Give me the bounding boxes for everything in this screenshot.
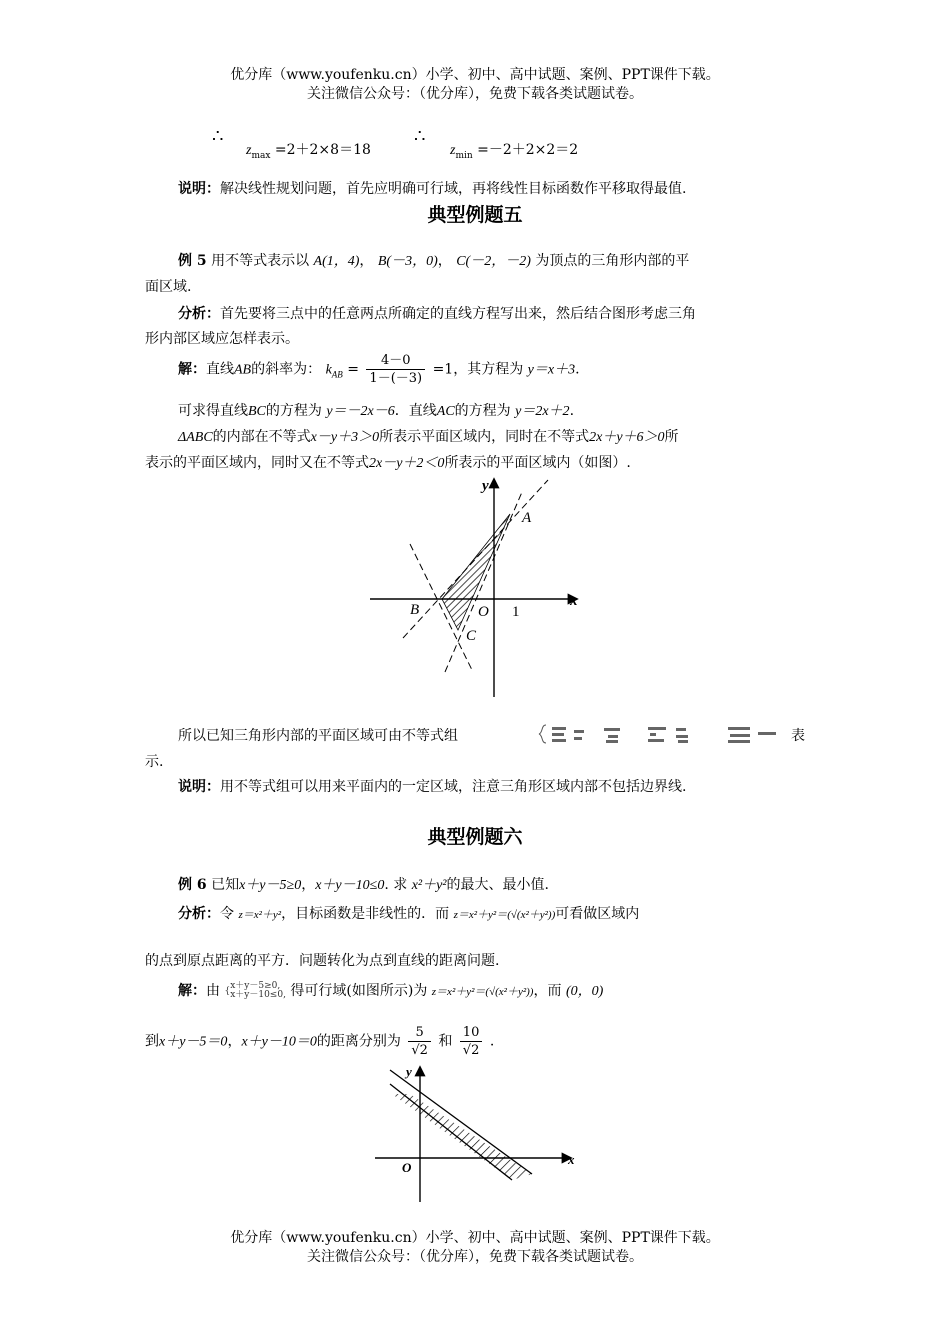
ex5-ineq3: 2x－y＋2＜0 bbox=[369, 456, 445, 471]
ex5-tri-text4: 表示的平面区域内，同时又在不等式 bbox=[145, 455, 369, 471]
footer-line-2: 关注微信公众号：（优分库），免费下载各类试题试卷。 bbox=[307, 1249, 643, 1265]
ex6-y-label: y bbox=[406, 1064, 412, 1079]
ex6-ana-text2: ，目标函数是非线性的．而 bbox=[281, 906, 450, 922]
ex5-analysis-line1 bbox=[178, 303, 696, 323]
ex6-f1-den: √2 bbox=[411, 1043, 428, 1058]
zmax-expression: =2＋2×8＝18 bbox=[274, 142, 371, 158]
ex5-sol-text2: 的斜率为： bbox=[251, 361, 322, 378]
ex6-title: 典型例题六 bbox=[427, 826, 523, 848]
ex5-sol-label: 解： bbox=[178, 361, 206, 378]
ex5-triangle: ΔABC bbox=[178, 430, 213, 445]
ex5-point-b: B(－3，0) bbox=[377, 254, 438, 269]
page-header bbox=[0, 66, 950, 104]
ex5-concl-text3: 示. bbox=[145, 754, 164, 770]
ex6-fraction-1 bbox=[408, 1024, 431, 1059]
ex5-eq: = bbox=[347, 361, 359, 378]
header-line-1: 优分库（www.youfenku.cn）小学、初中、高中试题、案例、PPT课件下载。 bbox=[230, 67, 720, 83]
ex6-l1: x＋y－5＝0 bbox=[159, 1034, 228, 1050]
ex5-period: . bbox=[575, 361, 580, 378]
ex5-frac-num: 4－0 bbox=[366, 352, 425, 370]
therefore-symbol-2: ∴ bbox=[414, 126, 426, 147]
zmax-formula bbox=[246, 139, 371, 161]
ex6-solution-line1 bbox=[178, 980, 603, 1000]
top-note-label: 说明： bbox=[178, 181, 220, 197]
ex5-solution-line1 bbox=[178, 352, 580, 387]
ex5-frac-den: 1－(－3) bbox=[369, 371, 423, 386]
ex6-ana-text4: 的点到原点距离的平方．问题转化为点到直线的距离问题. bbox=[145, 953, 500, 969]
ex5-label-b: B bbox=[410, 602, 420, 618]
ex5-region-line2 bbox=[145, 452, 631, 472]
ex6-fraction-2 bbox=[460, 1024, 483, 1059]
ex5-ana-text2: 形内部区域应怎样表示。 bbox=[145, 331, 299, 347]
ex5-tri-text1: 的内部在不等式 bbox=[212, 429, 311, 445]
ex5-bc-text4: 的方程为 bbox=[454, 403, 511, 419]
ex5-ab: AB bbox=[234, 362, 252, 378]
top-note bbox=[178, 178, 686, 198]
ex6-and: 和 bbox=[438, 1033, 453, 1050]
ex6-target: x²＋y² bbox=[411, 878, 447, 893]
ex5-point-a: A(1，4) bbox=[313, 254, 360, 269]
ex5-y-label: y bbox=[482, 478, 489, 494]
ex6-ana-text1: 令 bbox=[220, 906, 234, 922]
ex6-inequality-system: { x＋y－5≥0, x＋y－10≤0, bbox=[224, 981, 286, 1000]
ex6-f2-num: 10 bbox=[460, 1024, 483, 1042]
ex5-note-text: 用不等式组可以用来平面内的一定区域，注意三角形区域内部不包括边界线. bbox=[220, 779, 687, 795]
ex6-figure bbox=[370, 1062, 585, 1207]
ex5-label-c: C bbox=[466, 628, 477, 644]
ex6-label-o: O bbox=[402, 1160, 412, 1175]
ex6-sol-text2: 得可行域(如图所示)为 bbox=[290, 983, 428, 999]
ex6-comma: ， bbox=[301, 877, 316, 893]
ex6-analysis-line1 bbox=[178, 903, 639, 923]
ex6-ana-text3: 可看做区域内 bbox=[555, 906, 640, 922]
ex6-dist-text2: 的距离分别为 bbox=[316, 1033, 401, 1050]
ex5-concl-text2: 表 bbox=[791, 728, 805, 744]
page-footer bbox=[0, 1229, 950, 1267]
ex5-sol-text3: =1，其方程为 bbox=[432, 361, 524, 378]
ex6-c1: x＋y－5≥0 bbox=[239, 878, 302, 893]
ex6-x-label: x bbox=[568, 1152, 575, 1167]
ex5-figure bbox=[370, 472, 585, 702]
ex5-note bbox=[178, 776, 686, 796]
ex5-label-a: A bbox=[522, 510, 532, 526]
ex5-ana-text1: 首先要将三点中的任意两点所确定的直线方程写出来，然后结合图形考虑三角 bbox=[220, 306, 696, 322]
ex6-l2: x＋y－10＝0 bbox=[241, 1034, 317, 1050]
ex5-ineq1: x－y＋3＞0 bbox=[310, 430, 380, 445]
ex6-q-text2: . 求 bbox=[384, 877, 408, 893]
ex5-concl-text1: 所以已知三角形内部的平面区域可由不等式组 bbox=[178, 728, 458, 744]
ex6-sol-label: 解： bbox=[178, 983, 206, 999]
ex5-inequality-system-image bbox=[538, 722, 788, 746]
header-line-2: 关注微信公众号：（优分库），免费下载各类试题试卷。 bbox=[307, 86, 643, 102]
ex6-comma-2: ， bbox=[227, 1033, 242, 1050]
therefore-symbol-1: ∴ bbox=[212, 126, 224, 147]
ex5-q-text3: 面区域. bbox=[145, 279, 192, 295]
ex6-f2-den: √2 bbox=[462, 1043, 480, 1058]
ex5-bc-text3: ．直线 bbox=[394, 403, 437, 419]
ex5-tri-text5: 所表示的平面区域内（如图）. bbox=[444, 455, 631, 471]
zmax-var: z bbox=[246, 143, 252, 158]
ex5-note-label: 说明： bbox=[178, 779, 220, 795]
ex5-point-c: C(－2，－2) bbox=[456, 254, 531, 269]
ex6-ana-label: 分析： bbox=[178, 906, 220, 922]
ex5-k: k bbox=[325, 362, 332, 378]
ex5-slope-fraction bbox=[366, 352, 425, 387]
ex5-ana-label: 分析： bbox=[178, 306, 220, 322]
ex5-conclusion-line1 bbox=[178, 725, 458, 745]
ex5-x-label: x bbox=[570, 593, 578, 609]
ex5-line-bc: y＝－2x－6 bbox=[326, 404, 395, 419]
ex5-bc-text1: 可求得直线 bbox=[178, 403, 248, 419]
ex6-q-label: 例 6 bbox=[178, 877, 207, 893]
ex6-sol-text1: 由 bbox=[206, 983, 220, 999]
ex6-zdef: z＝x²＋y² bbox=[238, 909, 282, 921]
ex6-zdef3: z＝x²＋y²＝(√(x²＋y²)) bbox=[431, 986, 534, 998]
top-note-text: 解决线性规划问题，首先应明确可行域，再将线性目标函数作平移取得最值. bbox=[220, 181, 687, 197]
ex6-period: . bbox=[489, 1033, 495, 1050]
ex5-title: 典型例题五 bbox=[427, 204, 523, 226]
ex5-tri-text2: 所表示平面区域内，同时在不等式 bbox=[379, 429, 590, 445]
ex5-question-line1: 例 5 用不等式表示以 A(1，4)， B(－3，0)， C(－2，－2) 为顶点的三角形内部的平 bbox=[178, 253, 690, 269]
ex6-sys1: x＋y－5≥0, bbox=[230, 981, 281, 991]
ex5-bc-text2: 的方程为 bbox=[265, 403, 322, 419]
ex5-bc-line bbox=[178, 400, 574, 420]
ex5-ac: AC bbox=[436, 404, 455, 419]
zmin-expression: =－2＋2×2＝2 bbox=[477, 142, 579, 158]
ex5-period-2: . bbox=[569, 403, 575, 419]
ex5-q-text1: 用不等式表示以 bbox=[211, 253, 310, 269]
ex5-label-one: 1 bbox=[512, 604, 520, 620]
ex5-bc: BC bbox=[248, 404, 266, 419]
ex5-q-label: 例 5 bbox=[178, 253, 207, 269]
ex5-line-ab: y＝x＋3 bbox=[527, 362, 576, 378]
ex6-f1-num: 5 bbox=[408, 1024, 431, 1042]
ex5-label-o: O bbox=[478, 604, 489, 620]
ex5-line-ac: y＝2x＋2 bbox=[515, 404, 570, 419]
ex5-sol-text1: 直线 bbox=[206, 361, 234, 378]
ex6-q-text3: 的最大、最小值. bbox=[446, 877, 549, 893]
ex6-sys2: x＋y－10≤0, bbox=[230, 990, 286, 1000]
ex6-q-text1: 已知 bbox=[211, 877, 240, 893]
zmin-sub: min bbox=[455, 150, 473, 161]
ex6-sol-text3: ，而 bbox=[533, 983, 562, 999]
ex6-distance-line bbox=[145, 1024, 494, 1059]
zmin-formula bbox=[450, 139, 578, 161]
ex6-origin: (0，0) bbox=[565, 984, 604, 999]
ex6-shaded-band bbox=[392, 1094, 532, 1180]
ex5-shaded-triangle bbox=[442, 514, 510, 630]
ex6-dist-text1: 到 bbox=[145, 1033, 159, 1050]
ex5-ineq2: 2x＋y＋6＞0 bbox=[589, 430, 665, 445]
zmax-sub: max bbox=[251, 150, 271, 161]
ex5-q-text2: 为顶点的三角形内部的平 bbox=[535, 253, 690, 269]
ex5-tri-text3: 所 bbox=[664, 429, 679, 445]
ex5-k-sub: AB bbox=[331, 369, 343, 380]
zmin-var: z bbox=[450, 143, 456, 158]
ex6-question bbox=[178, 874, 549, 894]
ex6-zdef2: z＝x²＋y²＝(√(x²＋y²)) bbox=[453, 909, 556, 921]
footer-line-1: 优分库（www.youfenku.cn）小学、初中、高中试题、案例、PPT课件下载。 bbox=[230, 1230, 720, 1246]
ex6-c2: x＋y－10≤0 bbox=[315, 878, 385, 893]
ex5-region-line1 bbox=[178, 426, 679, 446]
